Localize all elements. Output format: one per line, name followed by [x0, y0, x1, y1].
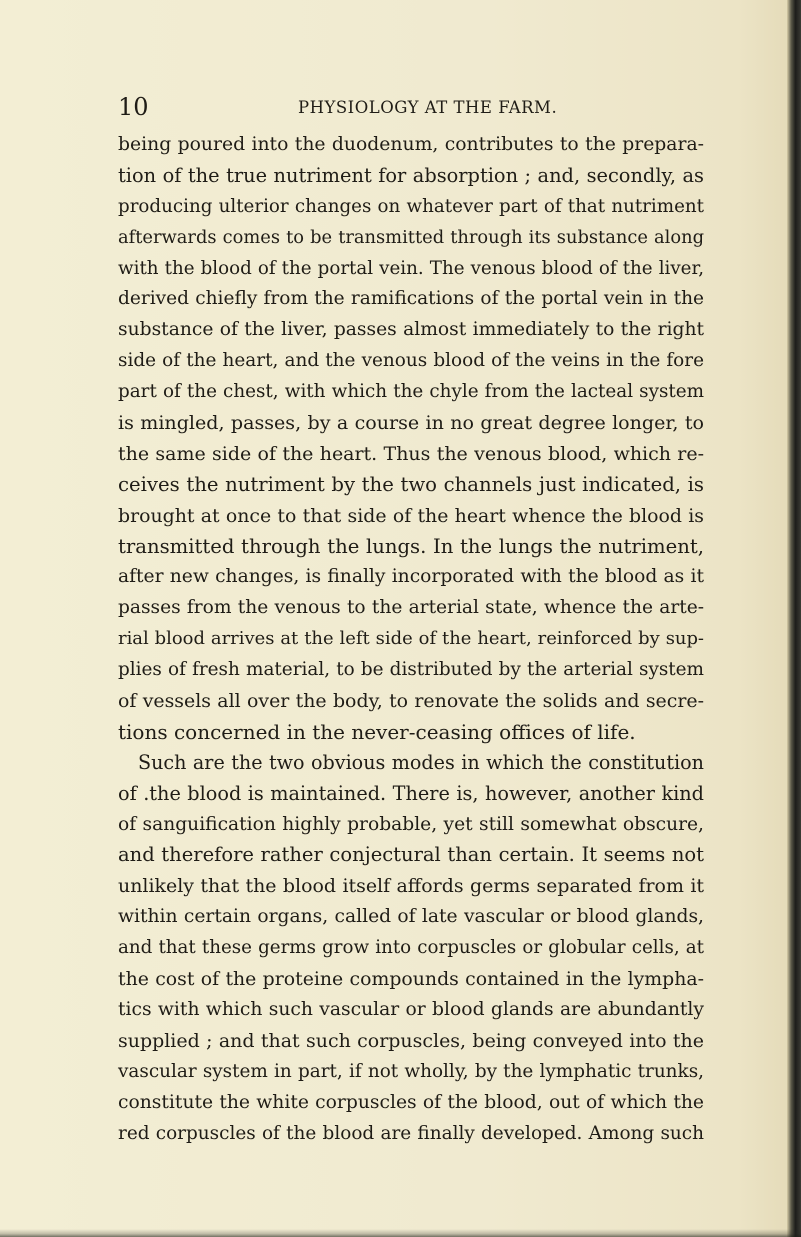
text-line: supplied ; and that such corpuscles, being conveyed into the [118, 1029, 704, 1052]
text-line: and therefore rather conjectural than certain. It seems not [118, 843, 704, 867]
text-line: ceives the nutriment by the two channels just indicated, is [118, 472, 704, 496]
text-line: red corpuscles of the blood are finally developed. Among such [118, 1122, 704, 1144]
text-line: substance of the liver, passes almost immediately to the right [118, 319, 704, 341]
page-bottom-shadow [0, 1229, 801, 1237]
text-line: part of the chest, with which the chyle from the lacteal system [118, 381, 704, 403]
text-line: being poured into the duodenum, contributes to the prepara- [118, 134, 704, 155]
page-header [118, 94, 706, 120]
text-line: vascular system in part, if not wholly, by the lymphatic trunks, [118, 1060, 704, 1082]
text-line: unlikely that the blood itself affords germs separated from it [118, 875, 704, 898]
text-line: of .the blood is maintained. There is, however, another kind [118, 781, 704, 805]
paragraph-start-line: Such are the two obvious modes in which the constitution [138, 750, 704, 774]
text-line: tion of the true nutriment for absorption ; and, secondly, as [118, 163, 704, 187]
page-number: 10 [118, 93, 149, 121]
text-line: after new changes, is finally incorporated with the blood as it [118, 566, 704, 588]
text-line: constitute the white corpuscles of the blood, out of which the [118, 1091, 704, 1113]
text-line: passes from the venous to the arterial state, whence the arte- [118, 597, 704, 619]
text-line: derived chiefly from the ramifications of the portal vein in the [118, 288, 704, 310]
text-line: is mingled, passes, by a course in no great degree longer, to [118, 412, 704, 435]
text-line: afterwards comes to be transmitted through its substance along [118, 226, 704, 248]
text-line: of vessels all over the body, to renovate the solids and secre- [118, 690, 704, 713]
text-line: of sanguification highly probable, yet still somewhat obscure, [118, 813, 704, 835]
text-line: with the blood of the portal vein. The venous blood of the liver, [118, 257, 704, 279]
text-line: side of the heart, and the venous blood of the veins in the fore [118, 350, 704, 372]
text-line: the cost of the proteine compounds contained in the lympha- [118, 968, 704, 991]
text-line: plies of fresh material, to be distributed by the arterial system [118, 659, 704, 681]
text-line: producing ulterior changes on whatever part of that nutriment [118, 195, 704, 217]
paragraph-end-line: tions concerned in the never-ceasing offices of life. [118, 719, 636, 744]
text-line: the same side of the heart. Thus the venous blood, which re- [118, 442, 704, 465]
running-head: PHYSIOLOGY AT THE FARM. [298, 98, 558, 117]
text-line: and that these germs grow into corpuscles or globular cells, at [118, 937, 704, 959]
text-line: within certain organs, called of late vascular or blood glands, [118, 906, 704, 928]
text-line: tics with which such vascular or blood glands are abundantly [118, 998, 704, 1020]
body-text [118, 130, 704, 1149]
text-line: rial blood arrives at the left side of the heart, reinforced by sup- [118, 628, 704, 650]
text-line: transmitted through the lungs. In the lungs the nutriment, [118, 534, 704, 558]
book-spine-edge [787, 0, 801, 1237]
text-line: brought at once to that side of the heart whence the blood is [118, 504, 704, 527]
